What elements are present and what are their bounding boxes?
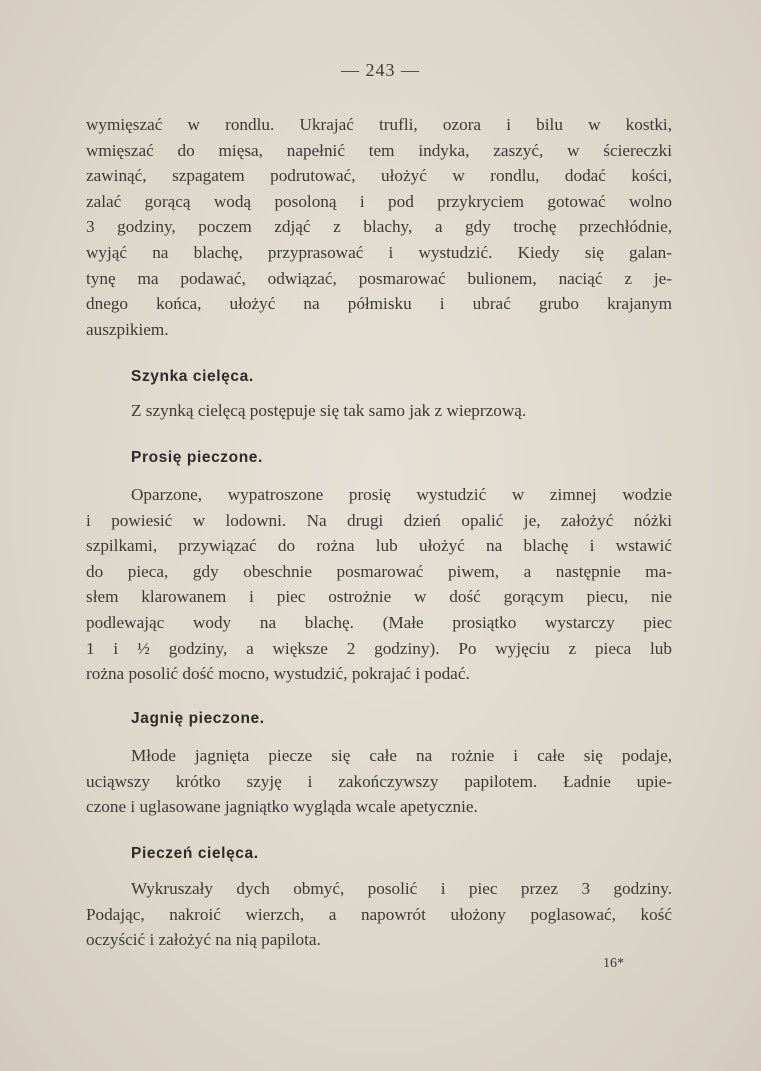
section-paragraph: [86, 876, 672, 953]
text-line: Wykruszały dych obmyć, posolić i piec przez 3 godziny.: [131, 879, 672, 898]
text-line: auszpikiem.: [86, 319, 169, 339]
section-heading: Szynka cielęca.: [131, 368, 254, 385]
text-line: podlewając wody na blachę. (Małe prosiątko wystarczy piec: [86, 612, 672, 632]
text-line: czone i uglasowane jagniątko wygląda wcale apetycznie.: [86, 797, 478, 817]
section-paragraph: [86, 398, 672, 424]
section-paragraph: [86, 743, 672, 820]
text-line: 3 godziny, poczem zdjąć z blachy, a gdy trochę przechłódnie,: [86, 217, 672, 237]
text-line: wyjąć na blachę, przyprasować i wystudzić. Kiedy się galan-: [86, 242, 672, 262]
text-line: rożna posolić dość mocno, wystudzić, pokrajać i podać.: [86, 664, 470, 684]
printer-signature-mark: 16*: [603, 956, 624, 971]
text-line: wmięszać do mięsa, napełnić tem indyka, zaszyć, w ściereczki: [86, 140, 672, 160]
text-line: do pieca, gdy obeschnie posmarować piwem, a następnie ma-: [86, 561, 672, 581]
intro-paragraph: [86, 112, 672, 342]
text-line: dnego końca, ułożyć na półmisku i ubrać grubo krajanym: [86, 294, 672, 314]
text-line: zawinąć, szpagatem podrutować, ułożyć w rondlu, dodać kości,: [86, 166, 672, 186]
text-line: oczyścić i założyć na nią papilota.: [86, 930, 321, 950]
text-line: zalać gorącą wodą posoloną i pod przykryciem gotować wolno: [86, 191, 672, 211]
text-line: 1 i ½ godziny, a większe 2 godziny). Po wyjęciu z pieca lub: [86, 638, 672, 658]
text-line: Z szynką cielęcą postępuje się tak samo jak z wieprzową.: [131, 401, 527, 420]
text-line: Młode jagnięta piecze się całe na rożnie i całe się podaje,: [131, 746, 672, 765]
page-number: — 243 —: [341, 60, 420, 80]
text-line: Oparzone, wypatroszone prosię wystudzić w zimnej wodzie: [131, 485, 672, 504]
section-heading: Pieczeń cielęca.: [131, 845, 259, 862]
section-heading: Jagnię pieczone.: [131, 710, 265, 727]
section-heading: Prosię pieczone.: [131, 449, 263, 466]
text-line: uciąwszy krótko szyję i zakończywszy papilotem. Ładnie upie-: [86, 771, 672, 791]
text-line: tynę ma podawać, odwiązać, posmarować bulionem, naciąć z je-: [86, 268, 672, 288]
section-paragraph: [86, 482, 672, 687]
text-line: Podając, nakroić wierzch, a napowrót ułożony poglasować, kość: [86, 904, 672, 924]
text-line: wymięszać w rondlu. Ukrajać trufli, ozora i bilu w kostki,: [86, 115, 672, 134]
text-line: szpilkami, przywiązać do rożna lub ułożyć na blachę i wstawić: [86, 536, 672, 556]
text-line: słem klarowanem i piec ostrożnie w dość gorącym piecu, nie: [86, 587, 672, 607]
text-line: i powiesić w lodowni. Na drugi dzień opalić je, założyć nóżki: [86, 510, 672, 530]
